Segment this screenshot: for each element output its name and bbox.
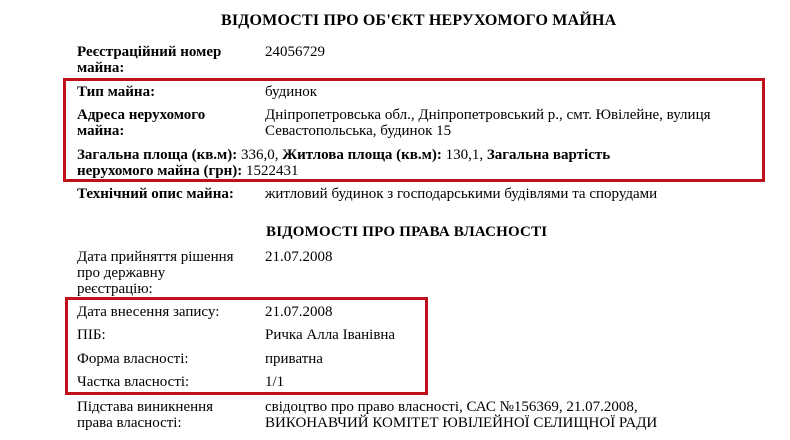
record-date-label: Дата внесення запису: [77, 304, 220, 320]
address-label [77, 107, 205, 139]
basis-label-line2: права власності: [77, 415, 182, 431]
address-value [265, 107, 711, 139]
address-label-line1: Адреса нерухомого [77, 107, 206, 123]
type-value: будинок [265, 84, 318, 100]
type-label: Тип майна: [77, 84, 156, 100]
ownership-form-label: Форма власності: [77, 351, 189, 367]
reg-number-label-line1: Реєстраційний номер [77, 44, 222, 60]
reg-number-value: 24056729 [265, 44, 325, 60]
area-living-value: 130,1, [445, 147, 484, 163]
decision-value: 21.07.2008 [265, 249, 333, 265]
object-section-title: ВІДОМОСТІ ПРО ОБ'ЄКТ НЕРУХОМОГО МАЙНА [221, 12, 617, 29]
decision-label-line1: Дата прийняття рішення [77, 249, 234, 265]
basis-value-line2: ВИКОНАВЧИЙ КОМІТЕТ ЮВІЛЕЙНОЇ СЕЛИЩНОЇ РАДИ [265, 415, 658, 431]
address-value-line2: Севастопольська, будинок 15 [265, 123, 452, 139]
decision-label [77, 249, 234, 297]
record-date-value: 21.07.2008 [265, 304, 333, 320]
cost-label-line2: нерухомого майна (грн): [77, 163, 243, 179]
basis-value-line1: свідоцтво про право власності, САС №156369, 21.07.2008, [265, 399, 638, 415]
share-value: 1/1 [265, 374, 285, 390]
share-label: Частка власності: [77, 374, 190, 390]
reg-number-label [77, 44, 221, 76]
name-label: ПІБ: [77, 327, 106, 343]
area-total-label: Загальна площа (кв.м): [77, 147, 238, 163]
basis-value [265, 399, 657, 431]
name-value: Ричка Алла Іванівна [265, 327, 396, 343]
description-label: Технічний опис майна: [77, 186, 234, 202]
reg-number-label-line2: майна: [77, 60, 125, 76]
cost-line [77, 163, 298, 179]
area-total-value: 336,0, [241, 147, 279, 163]
area-line [77, 147, 610, 163]
area-living-label: Житлова площа (кв.м): [282, 147, 442, 163]
basis-label [77, 399, 213, 431]
cost-value: 1522431 [245, 163, 299, 179]
decision-label-line3: реєстрацію: [77, 281, 153, 297]
decision-label-line2: про державну [77, 265, 166, 281]
description-value: житловий будинок з господарськими будівлями та спорудами [265, 186, 658, 202]
rights-section-title: ВІДОМОСТІ ПРО ПРАВА ВЛАСНОСТІ [266, 224, 548, 240]
basis-label-line1: Підстава виникнення [77, 399, 214, 415]
address-value-line1: Дніпропетровська обл., Дніпропетровський р., смт. Ювілейне, вулиця [265, 107, 711, 123]
address-label-line2: майна: [77, 123, 125, 139]
cost-label-line1: Загальна вартість [486, 147, 611, 163]
ownership-form-value: приватна [265, 351, 323, 367]
